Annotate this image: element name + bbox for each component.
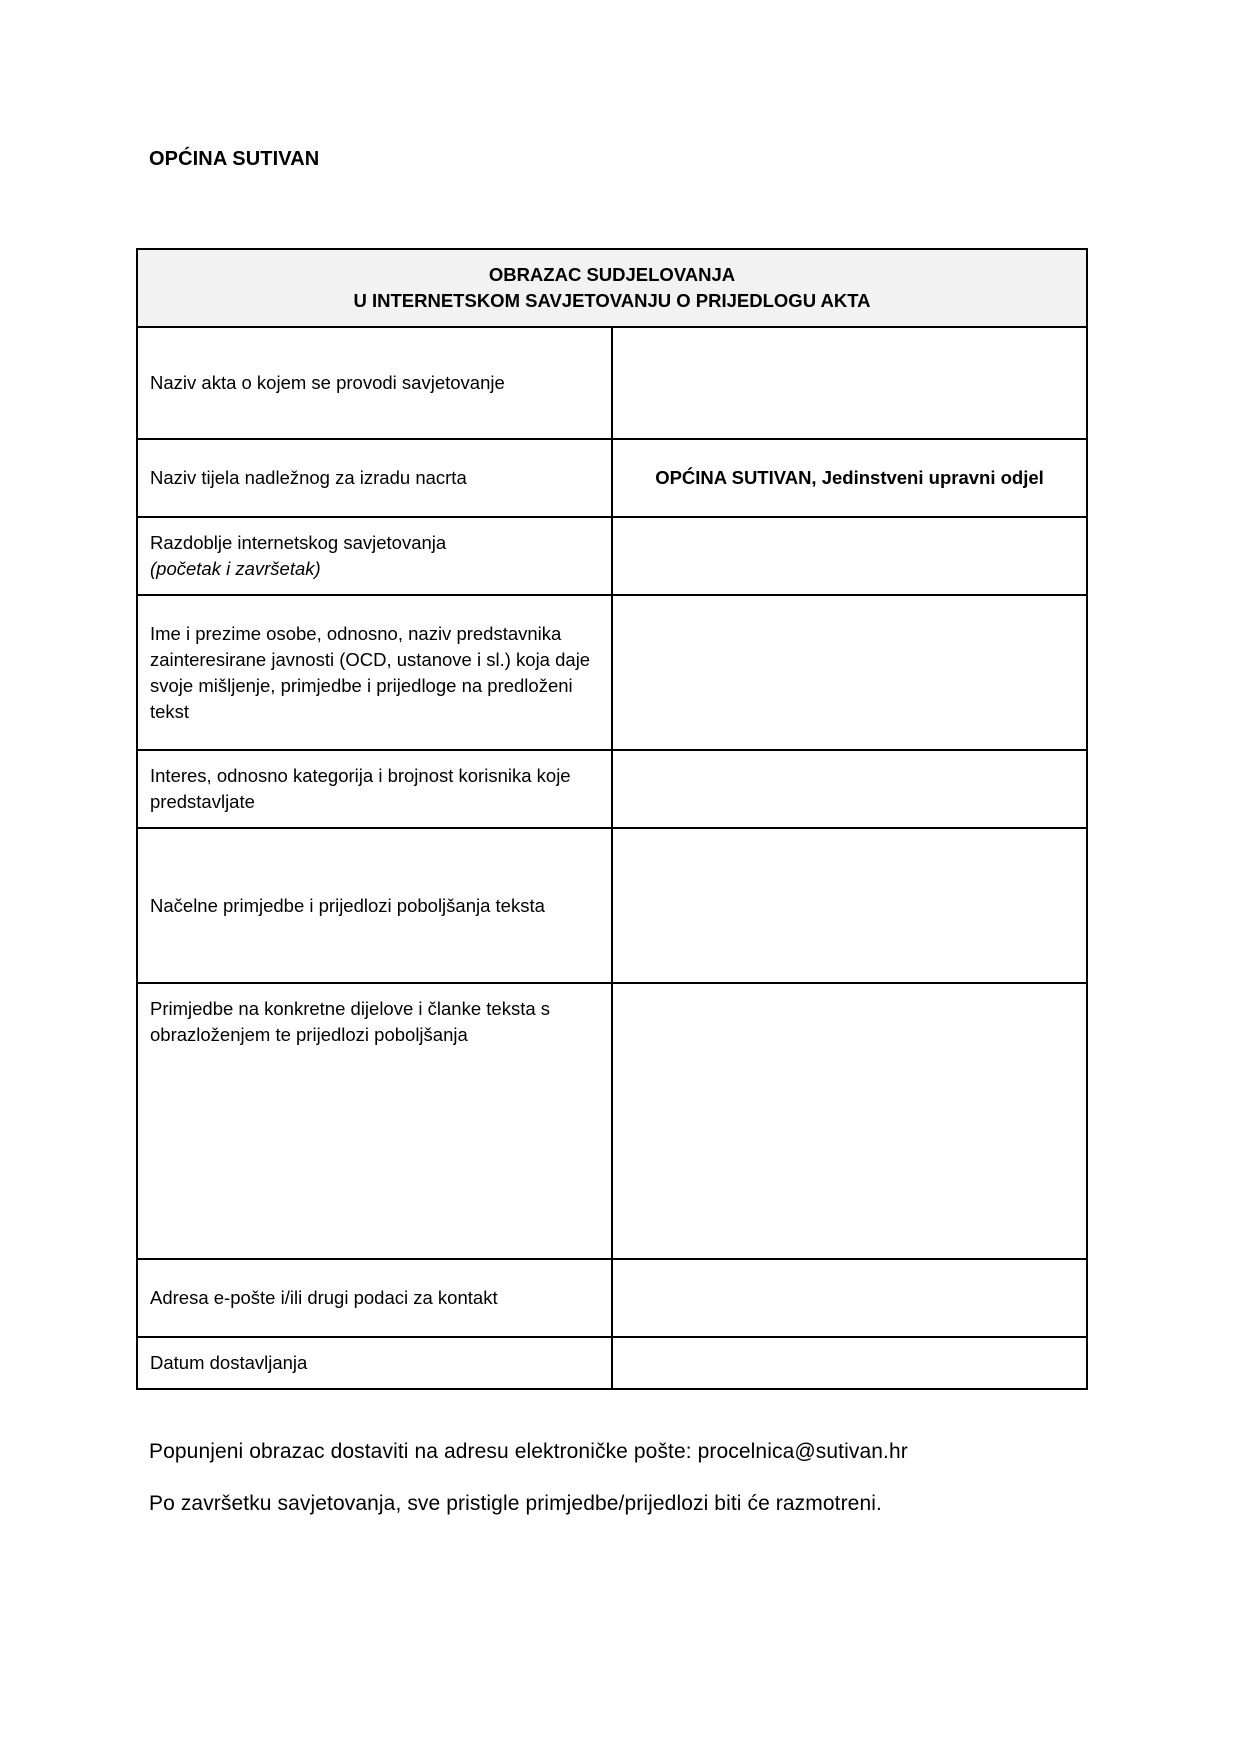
form-header-row [137,249,1087,327]
submission-date-field[interactable] [612,1337,1087,1389]
act-name-label: Naziv akta o kojem se provodi savjetovanje [137,327,612,439]
submission-date-label: Datum dostavljanja [137,1337,612,1389]
responsible-body-label: Naziv tijela nadležnog za izradu nacrta [137,439,612,517]
consultation-period-text: Razdoblje internetskog savjetovanja [150,532,447,553]
table-row [137,1259,1087,1337]
contact-field[interactable] [612,1259,1087,1337]
contact-label: Adresa e-pošte i/ili drugi podaci za kontakt [137,1259,612,1337]
review-note: Po završetku savjetovanja, sve pristigle primjedbe/prijedlozi biti će razmotreni. [149,1492,882,1515]
table-row [137,517,1087,595]
specific-comments-label: Primjedbe na konkretne dijelove i članke teksta s obrazloženjem te prijedlozi poboljšanja [137,983,612,1259]
table-row [137,595,1087,750]
consultation-period-note: (početak i završetak) [150,558,321,579]
consultation-period-field[interactable] [612,517,1087,595]
form-title-line1: OBRAZAC SUDJELOVANJA [488,264,736,285]
table-row [137,327,1087,439]
table-row [137,983,1087,1259]
table-row [137,750,1087,828]
interest-category-label: Interes, odnosno kategorija i brojnost korisnika koje predstavljate [137,750,612,828]
act-name-field[interactable] [612,327,1087,439]
specific-comments-field[interactable] [612,983,1087,1259]
form-title-line2: U INTERNETSKOM SAVJETOVANJU O PRIJEDLOGU AKTA [353,290,871,311]
participant-name-label: Ime i prezime osobe, odnosno, naziv predstavnika zainteresirane javnosti (OCD, ustanove i sl.) koja daje svoje mišljenje, primjedbe i prijedloge na predloženi tekst [137,595,612,750]
participation-form-table [136,248,1088,1390]
submission-instructions: Popunjeni obrazac dostaviti na adresu elektroničke pošte: procelnica@sutivan.hr [149,1440,908,1463]
form-header [137,249,1087,327]
table-row [137,1337,1087,1389]
table-row [137,439,1087,517]
table-row [137,828,1087,983]
general-comments-label: Načelne primjedbe i prijedlozi poboljšanja teksta [137,828,612,983]
consultation-period-label [137,517,612,595]
participant-name-field[interactable] [612,595,1087,750]
organization-title: OPĆINA SUTIVAN [149,148,320,170]
responsible-body-value: OPĆINA SUTIVAN, Jedinstveni upravni odjel [612,439,1087,517]
interest-category-field[interactable] [612,750,1087,828]
general-comments-field[interactable] [612,828,1087,983]
